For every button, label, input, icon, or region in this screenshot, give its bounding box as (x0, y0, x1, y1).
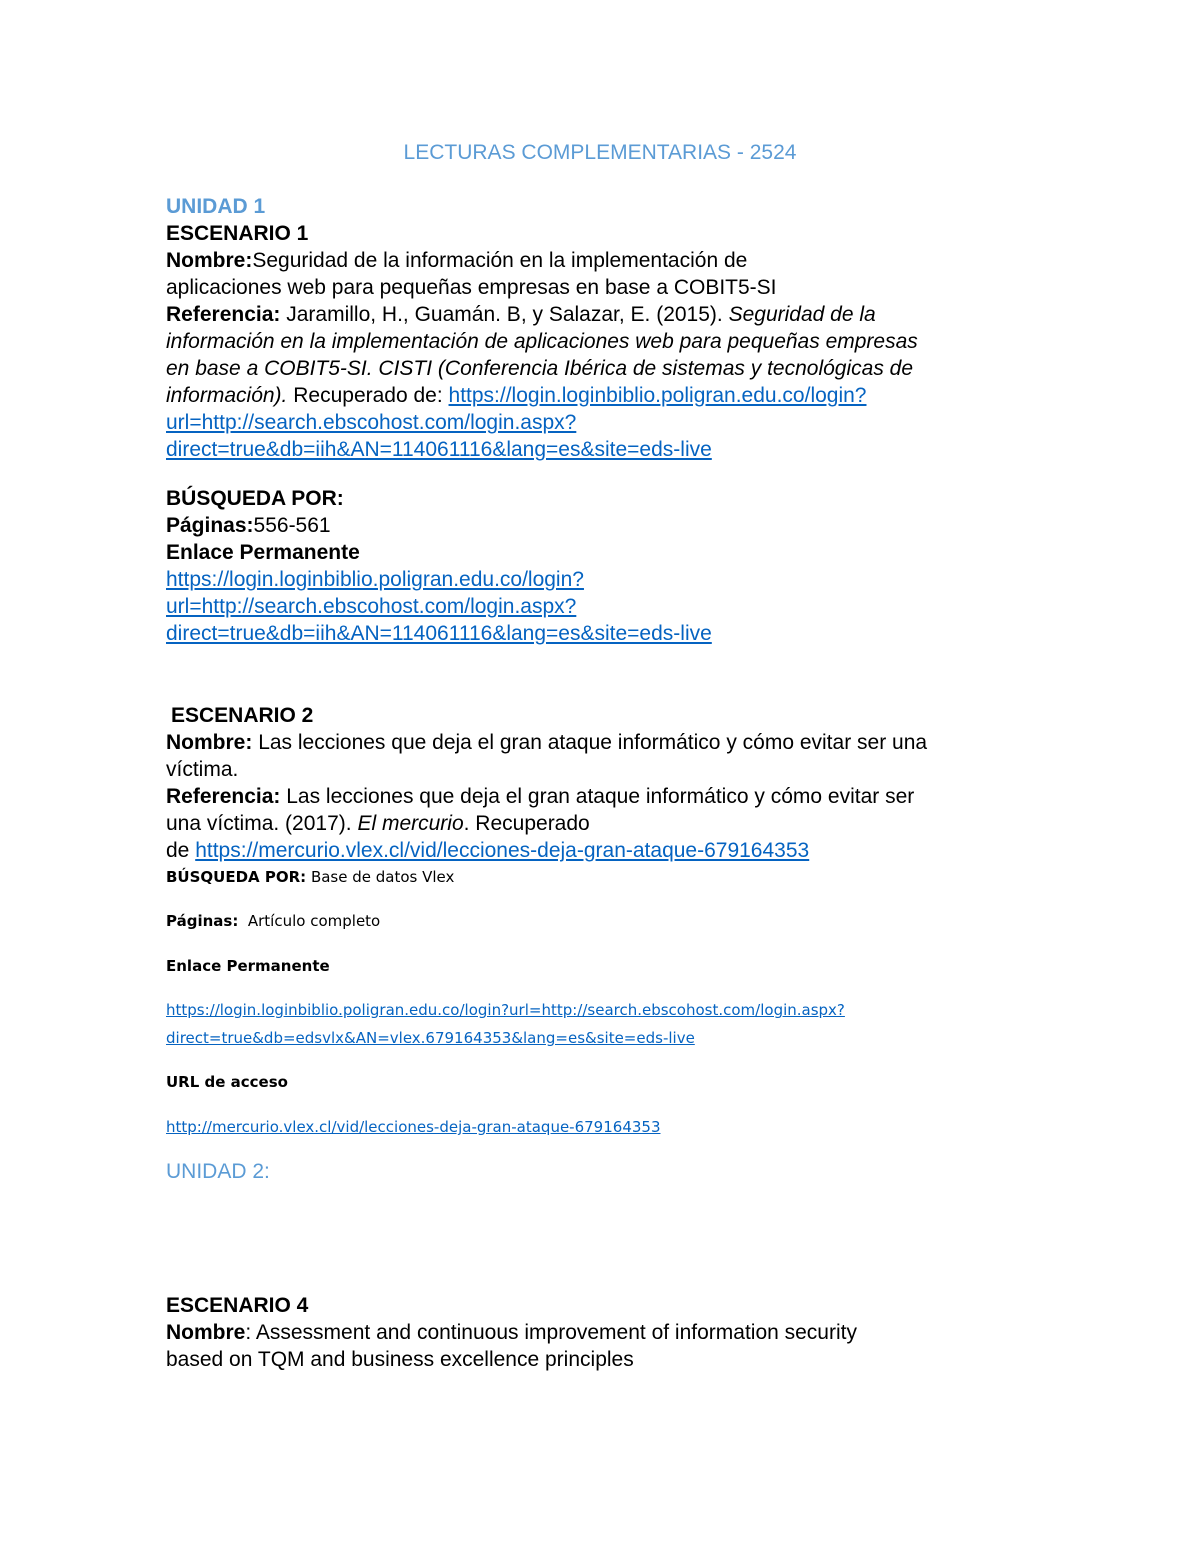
scenario-1-name-cont: aplicaciones web para pequeñas empresas en base a COBIT5-SI (166, 276, 777, 299)
scenario-4-name (166, 1319, 1036, 1346)
pages-value: 556-561 (253, 514, 331, 537)
reference-link-cont[interactable]: direct=true&db=iih&AN=114061116&lang=es&site=eds-live (166, 438, 712, 461)
scenario-2-permalink-label (166, 952, 1066, 980)
permalink-label: Enlace Permanente (166, 541, 360, 564)
permalink[interactable]: https://login.loginbiblio.poligran.edu.co/login?url=http://search.ebscohost.com/login.aspx? (166, 1001, 845, 1019)
pages-value: Artículo completo (247, 912, 381, 930)
search-label: BÚSQUEDA POR: (166, 868, 307, 886)
unit-2-heading: UNIDAD 2: (166, 1160, 270, 1183)
scenario-1-reference (166, 301, 1036, 328)
scenario-2-pages (166, 907, 1066, 935)
name-text: Las lecciones que deja el gran ataque informático y cómo evitar ser una (258, 731, 928, 754)
scenario-2-heading: ESCENARIO 2 (171, 704, 314, 727)
scenario-1-name (166, 247, 1036, 274)
scenario-2-permalink (166, 996, 1066, 1052)
permalink-cont[interactable]: url=http://search.ebscohost.com/login.aspx? (166, 595, 577, 618)
unit-2-section (166, 1158, 1036, 1185)
pages-label: Páginas: (166, 514, 254, 537)
permalink-label: Enlace Permanente (166, 957, 330, 975)
name-text: Seguridad de la información en la implementación de (252, 249, 748, 272)
unit-1-heading: UNIDAD 1 (166, 195, 266, 218)
search-row (166, 863, 1066, 891)
name-text: : Assessment and continuous improvement of information security (245, 1321, 857, 1344)
reference-label: Referencia: (166, 303, 281, 326)
scenario-2-reference (166, 783, 1036, 810)
reference-title: Seguridad de la (728, 303, 876, 326)
scenario-2-access-label (166, 1068, 1066, 1096)
reference-title-cont: en base a COBIT5-SI. CISTI (Conferencia Ibérica de sistemas y tecnológicas de (166, 357, 914, 380)
reference-link-cont[interactable]: url=http://search.ebscohost.com/login.aspx? (166, 411, 577, 434)
reference-label: Referencia: (166, 785, 281, 808)
scenario-4-heading: ESCENARIO 4 (166, 1294, 309, 1317)
scenario-1-search (166, 485, 1036, 647)
name-label: Nombre: (166, 731, 253, 754)
reference-title-end: información). (166, 384, 288, 407)
name-label: Nombre (166, 1321, 246, 1344)
scenario-2-reference-cont (166, 810, 1036, 837)
reference-recovered (166, 382, 1036, 409)
reference-source: El mercurio (357, 812, 464, 835)
search-value: Base de datos Vlex (310, 868, 455, 886)
permalink-cont[interactable]: direct=true&db=edsvlx&AN=vlex.679164353&lang=es&site=eds-live (166, 1029, 695, 1047)
scenario-2-name (166, 729, 1036, 756)
reference-de: de (166, 839, 190, 862)
scenario-4-name-cont: based on TQM and business excellence principles (166, 1348, 634, 1371)
scenario-2-name-cont: víctima. (166, 758, 239, 781)
access-link[interactable]: http://mercurio.vlex.cl/vid/lecciones-deja-gran-ataque-679164353 (166, 1118, 661, 1136)
reference-recovered: . Recuperado (463, 812, 590, 835)
scenario-1-heading: ESCENARIO 1 (166, 222, 309, 245)
reference-text: Las lecciones que deja el gran ataque informático y cómo evitar ser (286, 785, 915, 808)
search-label: BÚSQUEDA POR: (166, 487, 344, 510)
scenario-2-section (166, 702, 1036, 864)
reference-title-cont: información en la implementación de aplicaciones web para pequeñas empresas (166, 330, 918, 353)
access-label: URL de acceso (166, 1073, 288, 1091)
reference-date: una víctima. (2017). (166, 812, 352, 835)
permalink-cont[interactable]: direct=true&db=iih&AN=114061116&lang=es&site=eds-live (166, 622, 712, 645)
name-label: Nombre: (166, 249, 253, 272)
document-title: LECTURAS COMPLEMENTARIAS - 2524 (403, 141, 797, 164)
pages-row (166, 907, 1066, 935)
reference-link[interactable]: https://mercurio.vlex.cl/vid/lecciones-deja-gran-ataque-679164353 (195, 839, 810, 862)
reference-authors: Jaramillo, H., Guamán. B, y Salazar, E. (2015). (286, 303, 723, 326)
reference-link[interactable]: https://login.loginbiblio.poligran.edu.co/login? (448, 384, 867, 407)
recovered-label: Recuperado de: (293, 384, 443, 407)
scenario-2-details (166, 863, 1066, 891)
pages-row (166, 512, 1036, 539)
pages-label: Páginas: (166, 912, 239, 930)
scenario-2-access (166, 1113, 1066, 1141)
unit-1-section (166, 193, 1036, 463)
scenario-4-section (166, 1292, 1036, 1373)
scenario-2-reference-link-row (166, 837, 1036, 864)
permalink[interactable]: https://login.loginbiblio.poligran.edu.co/login? (166, 568, 584, 591)
